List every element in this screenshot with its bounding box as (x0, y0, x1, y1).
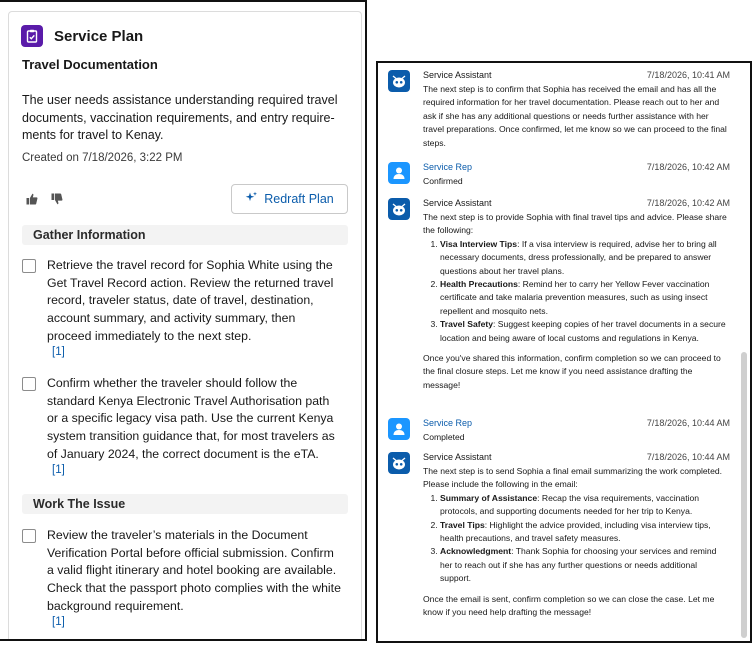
service-plan-card (8, 11, 362, 641)
message-timestamp: 7/18/2026, 10:42 AM (646, 162, 730, 172)
plan-created-date: Created on 7/18/2026, 3:22 PM (22, 152, 183, 164)
message-body (423, 83, 730, 150)
thumbs-up-icon[interactable] (26, 192, 38, 204)
message-intro: The next step is to provide Sophia with final travel tips and advice. Please share the following: (423, 212, 727, 236)
message-intro: The next step is to send Sophia a final email summarizing the work completed. Please include the following in the email: (423, 466, 723, 490)
redraft-plan-button[interactable] (231, 184, 348, 214)
service-plan-panel (0, 0, 367, 641)
list-item-text: : Highlight the advice provided, including visa interview tips, health precautions, and travel safety measures. (440, 519, 711, 544)
list-item-text: : Recap the visa requirements, vaccination protocols, and supporting documents needed for her trip to Kenya. (440, 492, 700, 517)
service-plan-icon (21, 25, 43, 47)
message-body (423, 431, 730, 444)
message-timestamp: 7/18/2026, 10:41 AM (646, 70, 730, 80)
citation-link[interactable]: [1] (52, 616, 65, 628)
list-item-text: : Thank Sophia for choosing your services and remind her to reach out if she has any further questions or needs additional support. (440, 546, 717, 584)
citation-link[interactable]: [1] (52, 464, 65, 476)
message-sender: Service Assistant (423, 452, 492, 462)
message-outro: Once the email is sent, confirm completion so we can close the case. Let me know if you need help drafting the message! (423, 593, 715, 618)
task-text: Review the traveler’s materials in the Document Verification Portal before official submission. Confirm a valid flight itinerary and hotel booking are available. Check that the passport photo complies with the white background requirement. (47, 528, 341, 613)
list-item (440, 545, 730, 585)
list-item-text: : Remind her to carry her Yellow Fever vaccination certificate and take malaria prevention measures, such as using insect repellent and mosquito nets. (440, 279, 710, 316)
message-body (423, 465, 730, 619)
user-icon (388, 162, 410, 184)
list-item-label: Acknowledgment (440, 546, 512, 557)
message-timestamp: 7/18/2026, 10:44 AM (646, 418, 730, 428)
citation-link[interactable]: [1] (52, 346, 65, 358)
bot-icon (388, 198, 410, 220)
message-text: Completed (423, 432, 465, 442)
sparkle-icon (245, 191, 258, 207)
plan-document-title: Travel Documentation (22, 57, 158, 72)
list-item-label: Health Precautions (440, 279, 518, 290)
list-item-label: Travel Tips (440, 519, 485, 530)
list-item (440, 519, 730, 546)
section-gather-information[interactable]: Gather Information (22, 225, 348, 245)
list-item-text: : If a visa interview is required, advise her to bring all necessary documents, dress professionally, and be prepared to answer questions about her travel plans. (440, 238, 717, 276)
task-text: Confirm whether the traveler should follow the standard Kenya Electronic Travel Authorisation path or a specific legacy visa path. Use the current Kenya system transition guidance that, for most travelers as of January 2024, the correct document is the eTA. (47, 376, 335, 461)
task-text: Retrieve the travel record for Sophia White using the Get Travel Record action. Review the returned travel record, traveler status, date of travel, destination, account summary, and activity summary, then proceed immediately to the next step. (47, 258, 334, 343)
list-item (440, 238, 730, 278)
summary-list (423, 492, 730, 586)
message-body (423, 175, 730, 188)
tips-list (423, 238, 730, 345)
message-sender[interactable]: Service Rep (423, 418, 473, 428)
list-item-text: : Suggest keeping copies of her travel documents in a secure location and being aware of local customs and regulations in Kenya. (440, 319, 726, 343)
user-icon (388, 418, 410, 440)
thumbs-down-icon[interactable] (51, 192, 63, 204)
feedback-buttons (26, 192, 63, 204)
conversation-panel (376, 61, 752, 643)
message-timestamp: 7/18/2026, 10:42 AM (646, 198, 730, 208)
list-item-label: Summary of Assistance (440, 492, 538, 503)
service-plan-header (21, 24, 143, 48)
bot-icon (388, 70, 410, 92)
message-text: The next step is to confirm that Sophia has received the email and has all the required information for her travel documentation. Please reach out to her and ask if she has any additional questions or needs further assistance with her travel preparations. Once confirmed, let me know so we can proceed to the final steps. (423, 84, 727, 148)
message-sender[interactable]: Service Rep (423, 162, 473, 172)
task-checkbox[interactable] (22, 259, 36, 273)
message-body (423, 211, 730, 392)
list-item (440, 278, 730, 318)
message-text: Confirmed (423, 176, 463, 186)
bot-icon (388, 452, 410, 474)
redraft-plan-label: Redraft Plan (264, 192, 334, 206)
service-plan-title: Service Plan (54, 27, 144, 45)
list-item-label: Travel Safety (440, 319, 494, 330)
message-timestamp: 7/18/2026, 10:44 AM (646, 452, 730, 462)
message-outro: Once you've shared this information, confirm completion so we can proceed to the final closure steps. Let me know if you need assistance drafting the message! (423, 353, 721, 390)
section-work-the-issue[interactable]: Work The Issue (22, 494, 348, 514)
list-item (440, 492, 730, 519)
task-checkbox[interactable] (22, 529, 36, 543)
list-item-label: Visa Interview Tips (440, 238, 518, 249)
task-checkbox[interactable] (22, 377, 36, 391)
list-item (440, 318, 730, 345)
scrollbar-thumb[interactable] (741, 352, 747, 638)
plan-description: The user needs assistance understanding required travel documents, vaccination requirements, and entry require- ments for travel to Kenay. (22, 93, 338, 142)
message-sender: Service Assistant (423, 198, 492, 208)
message-sender: Service Assistant (423, 70, 492, 80)
